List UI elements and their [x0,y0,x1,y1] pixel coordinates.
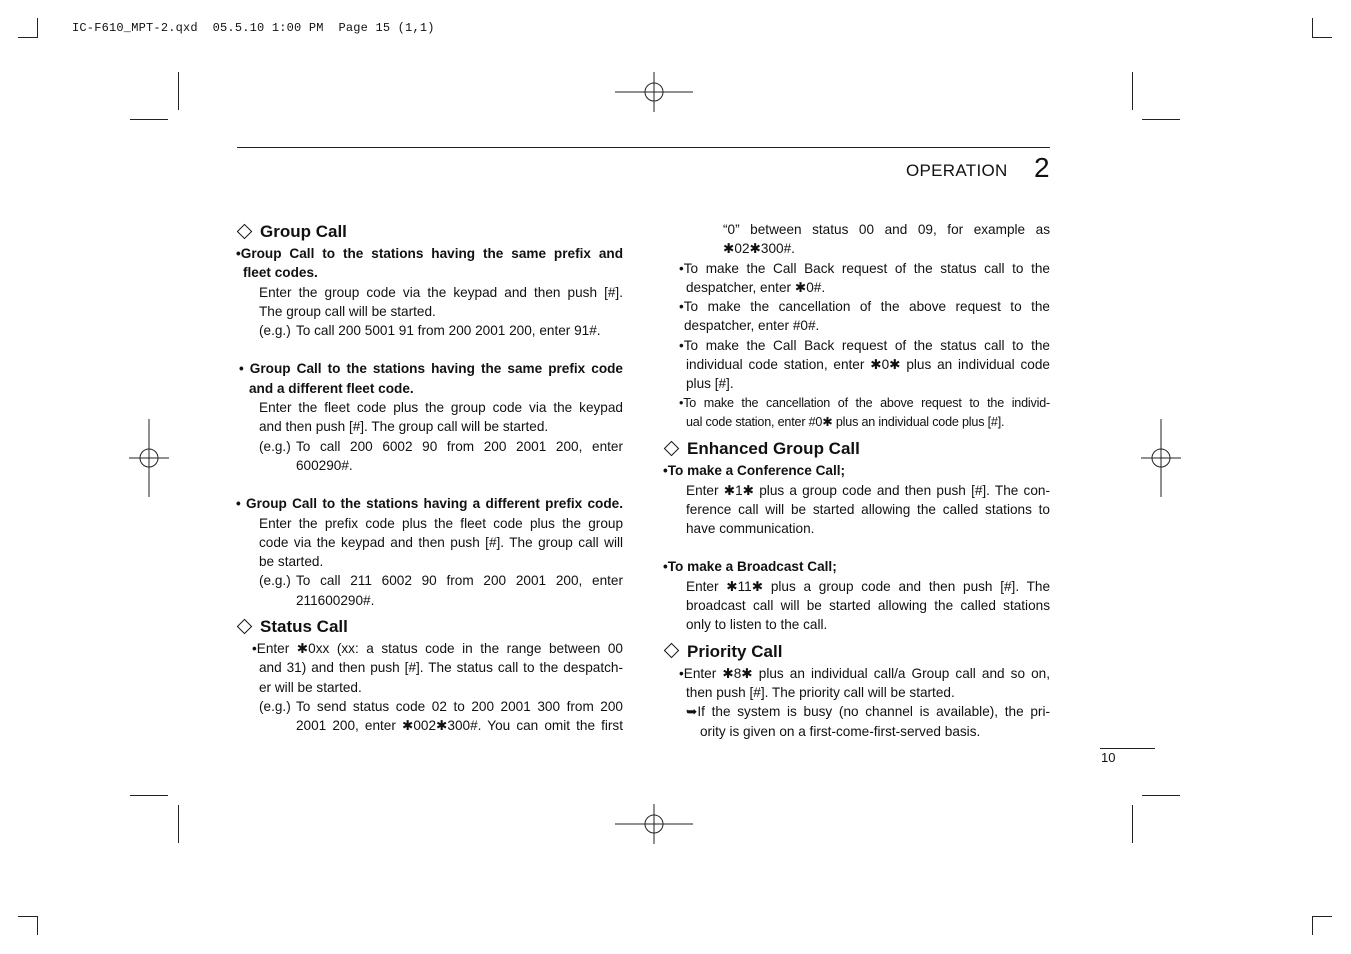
continued-text: “0” between status 00 and 09, for example as [723,222,1050,237]
item-body: Enter the group code via the keypad and then push [#]. [259,284,623,300]
example-text: To call 211 6002 90 from 200 2001 200, enter [296,573,623,589]
file-info: IC-F610_MPT-2.qxd 05.5.10 1:00 PM Page 15 (1,1) [72,21,435,35]
example-text: 600290#. [296,457,353,473]
section-title: OPERATION [906,161,1008,180]
item-heading: • Group Call to the stations having the same prefix code [239,361,623,377]
example-label: (e.g.) [259,323,291,339]
right-column [663,220,1050,741]
status-call-title: Status Call [260,617,348,637]
callback-item: individual code station, enter ✱0✱ plus an individual code [686,357,1050,373]
example-row [259,697,623,736]
diamond-bullet-icon [664,440,680,456]
conference-body: ference call will be started allowing the called stations to [686,501,1050,517]
example-label: (e.g.) [259,573,291,589]
item-heading: and a different fleet code. [249,380,414,396]
page-number: 10 [1101,750,1116,765]
priority-note: ority is given on a first-come-first-served basis. [700,723,981,739]
example-row [259,571,623,610]
registration-mark-bottom [615,804,695,844]
broadcast-body: only to listen to the call. [686,617,828,633]
continued-text: ✱02✱300#. [723,241,795,257]
example-label: (e.g.) [259,698,291,714]
broadcast-body: broadcast call will be started allowing the called stations [686,598,1050,614]
left-column [236,220,623,736]
header-rule [237,147,1050,148]
item-heading: • Group Call to the stations having a different prefix code. [236,496,623,512]
enhanced-group-call-title: Enhanced Group Call [687,439,860,459]
conference-heading: •To make a Conference Call; [663,463,846,479]
group-call-title: Group Call [260,222,347,241]
conference-body: have communication. [686,521,815,537]
diamond-bullet-icon [237,618,253,634]
status-call-heading [236,615,623,639]
callback-item: •To make the Call Back request of the status call to the [679,260,1050,276]
footer-rule [1100,748,1155,749]
item-body: Enter the fleet code plus the group code via the keypad [259,400,623,416]
example-text: 211600290#. [296,592,375,608]
registration-mark-left [129,419,169,497]
example-text: 2001 200, enter ✱002✱300#. You can omit the first [296,718,623,734]
example-text: To call 200 5001 91 from 200 2001 200, enter 91#. [296,323,601,339]
conference-body: Enter ✱1✱ plus a group code and then push [#]. The con- [686,482,1050,498]
status-body: er will be started. [259,679,362,695]
callback-item: •To make the Call Back request of the status call to the [679,337,1050,353]
enhanced-group-call-heading [663,437,1050,461]
example-row [259,321,623,340]
callback-item: despatcher, enter ✱0#. [686,279,826,295]
priority-body: •Enter ✱8✱ plus an individual call/a Group call and so on, [679,665,1050,681]
diamond-bullet-icon [237,223,253,239]
status-body: and 31) and then push [#]. The status call to the despatch- [259,660,623,676]
registration-mark-top [615,72,695,112]
chapter-number: 2 [1034,152,1050,183]
example-text: To call 200 6002 90 from 200 2001 200, enter [296,438,623,454]
diamond-bullet-icon [664,643,680,659]
item-body: code via the keypad and then push [#]. The group call will [259,534,623,550]
item-body: Enter the prefix code plus the fleet code plus the group [259,515,623,531]
registration-mark-right [1141,419,1181,497]
item-body: and then push [#]. The group call will be started. [259,419,549,435]
example-row [259,437,623,476]
status-body: •Enter ✱0xx (xx: a status code in the range between 00 [252,641,623,657]
priority-note: ➥If the system is busy (no channel is available), the pri- [686,704,1050,720]
broadcast-heading: •To make a Broadcast Call; [663,559,837,575]
cancel-item: despatcher, enter #0#. [684,318,820,334]
item-heading: •Group Call to the stations having the same prefix and [236,246,623,261]
cancel-item: •To make the cancellation of the above request to the individ- [679,395,1050,410]
item-body: The group call will be started. [259,303,436,319]
broadcast-body: Enter ✱11✱ plus a group code and then push [#]. The [686,578,1050,594]
cancel-item: •To make the cancellation of the above request to the [679,299,1050,315]
group-call-heading [236,220,623,244]
item-heading: fleet codes. [243,265,318,281]
cancel-item: ual code station, enter #0✱ plus an individual code plus [#]. [686,414,1005,429]
item-body: be started. [259,554,324,570]
callback-item: plus [#]. [686,376,734,392]
priority-call-heading [663,640,1050,664]
priority-body: then push [#]. The priority call will be started. [686,684,955,700]
priority-call-title: Priority Call [687,641,783,661]
example-label: (e.g.) [259,438,291,454]
example-text: To send status code 02 to 200 2001 300 from 200 [296,698,623,714]
